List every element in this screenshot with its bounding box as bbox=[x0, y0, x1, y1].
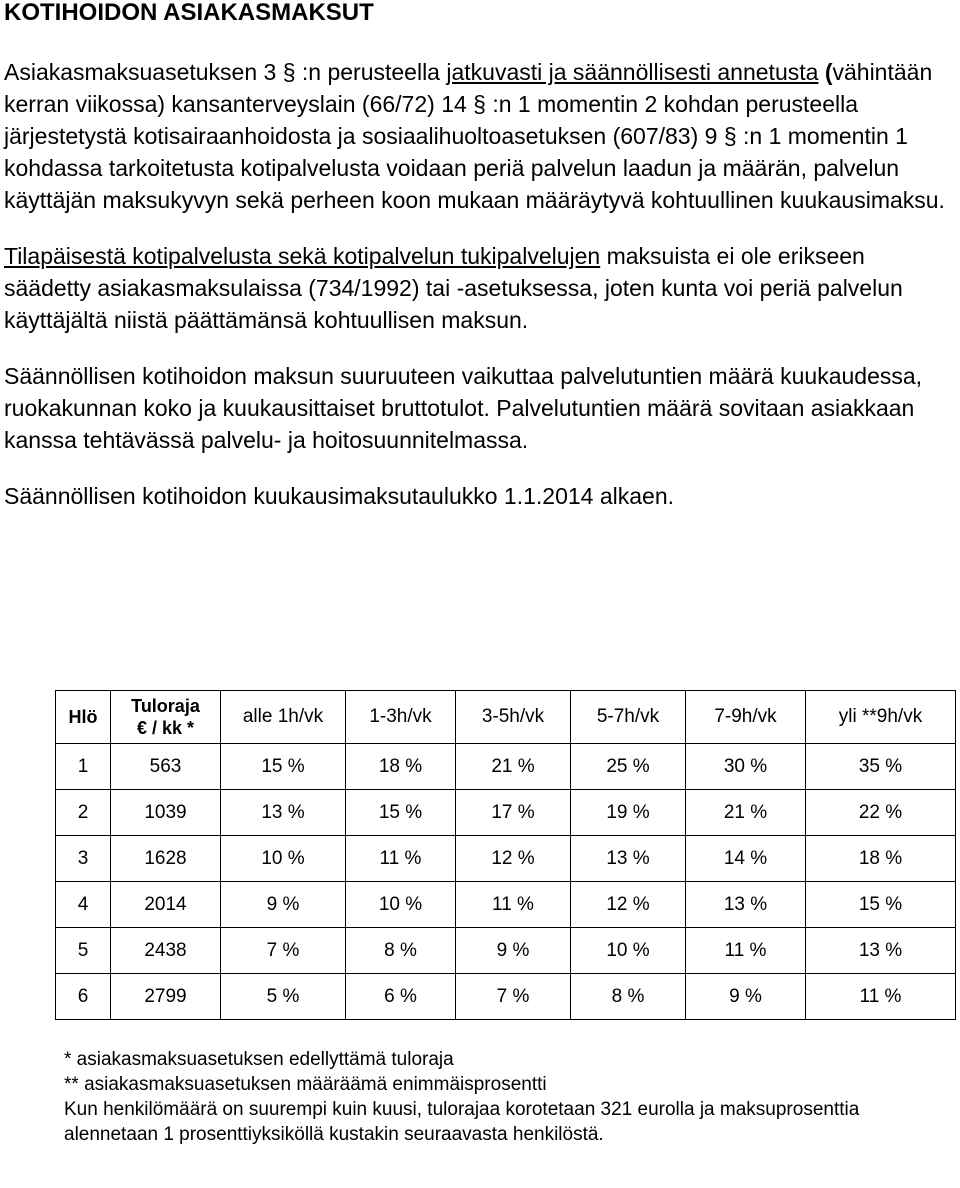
table-cell: 13 % bbox=[221, 790, 346, 836]
underlined-text: jatkuvasti ja säännöllisesti annetusta bbox=[446, 59, 819, 85]
table-cell: 11 % bbox=[346, 836, 456, 882]
footnote-more-persons: Kun henkilömäärä on suurempi kuin kuusi, tulorajaa korotetaan 321 eurolla ja maksuprosenttia alennetaan 1 prosenttiyksiköllä kustakin seuraavasta henkilöstä. bbox=[64, 1099, 860, 1145]
table-cell: 9 % bbox=[456, 928, 571, 974]
table-cell: 7 % bbox=[456, 974, 571, 1020]
table-cell: 2 bbox=[56, 790, 111, 836]
table-cell: 2799 bbox=[111, 974, 221, 1020]
table-cell: 3 bbox=[56, 836, 111, 882]
header-persons: Hlö bbox=[56, 691, 111, 744]
table-cell: 563 bbox=[111, 744, 221, 790]
table-cell: 6 bbox=[56, 974, 111, 1020]
table-cell: 14 % bbox=[686, 836, 806, 882]
underlined-text: Tilapäisestä kotipalvelusta sekä kotipalvelun tukipalvelujen bbox=[4, 243, 601, 269]
table-cell: 12 % bbox=[571, 882, 686, 928]
footnote-income-limit: * asiakasmaksuasetuksen edellyttämä tuloraja bbox=[64, 1049, 454, 1070]
table-cell: 15 % bbox=[346, 790, 456, 836]
header-col-6: yli **9h/vk bbox=[806, 691, 956, 744]
table-cell: 11 % bbox=[686, 928, 806, 974]
table-cell: 1 bbox=[56, 744, 111, 790]
table-cell: 9 % bbox=[221, 882, 346, 928]
table-cell: 13 % bbox=[806, 928, 956, 974]
table-cell: 10 % bbox=[346, 882, 456, 928]
table-cell: 25 % bbox=[571, 744, 686, 790]
header-col-3: 3-5h/vk bbox=[456, 691, 571, 744]
table-cell: 2438 bbox=[111, 928, 221, 974]
table-cell: 21 % bbox=[686, 790, 806, 836]
table-cell: 9 % bbox=[686, 974, 806, 1020]
table-row bbox=[56, 744, 956, 790]
table-cell: 7 % bbox=[221, 928, 346, 974]
table-cell: 13 % bbox=[686, 882, 806, 928]
table-cell: 5 bbox=[56, 928, 111, 974]
table-row bbox=[56, 974, 956, 1020]
table-heading: Säännöllisen kotihoidon kuukausimaksutaulukko 1.1.2014 alkaen. bbox=[4, 483, 675, 509]
paragraph-text: vähintään kerran viikossa) kansanterveyslain (66/72) 14 § :n 1 momentin 2 kohdan perusteella järjestetystä kotisairaanhoidosta ja sosiaalihuoltoasetuksen (607/83) 9 § :n 1 momentin 1 kohdassa tarkoitetusta kotipalvelusta voidaan periä palvelun laadun ja määrän, palvelun käyttäjän maksukyvyn sekä perheen koon mukaan määräytyvä kohtuullinen kuukausimaksu. bbox=[4, 59, 945, 213]
header-income-limit bbox=[111, 691, 221, 744]
fee-table bbox=[55, 690, 956, 1020]
paragraph-temporary-services bbox=[4, 240, 956, 336]
table-cell: 15 % bbox=[221, 744, 346, 790]
table-cell: 11 % bbox=[806, 974, 956, 1020]
table-cell: 10 % bbox=[221, 836, 346, 882]
header-col-1: alle 1h/vk bbox=[221, 691, 346, 744]
table-cell: 35 % bbox=[806, 744, 956, 790]
table-cell: 4 bbox=[56, 882, 111, 928]
table-header-row bbox=[56, 691, 956, 744]
table-cell: 2014 bbox=[111, 882, 221, 928]
table-cell: 13 % bbox=[571, 836, 686, 882]
document-title: KOTIHOIDON ASIAKASMAKSUT bbox=[4, 0, 374, 26]
paragraph-legal-basis bbox=[4, 56, 956, 216]
document-page bbox=[4, 0, 956, 512]
header-col-4: 5-7h/vk bbox=[571, 691, 686, 744]
table-cell: 22 % bbox=[806, 790, 956, 836]
table-cell: 6 % bbox=[346, 974, 456, 1020]
table-cell: 1628 bbox=[111, 836, 221, 882]
paragraph-fee-factors: Säännöllisen kotihoidon maksun suuruuteen vaikuttaa palvelutuntien määrä kuukaudessa, ruokakunnan koko ja kuukausittaiset bruttotulot. Palvelutuntien määrä sovitaan asiakkaan kanssa tehtävässä palvelu- ja hoitosuunnitelmassa. bbox=[4, 363, 923, 453]
table-row bbox=[56, 882, 956, 928]
table-cell: 8 % bbox=[346, 928, 456, 974]
table-cell: 15 % bbox=[806, 882, 956, 928]
footnote-max-percent: ** asiakasmaksuasetuksen määräämä enimmäisprosentti bbox=[64, 1074, 547, 1095]
table-cell: 17 % bbox=[456, 790, 571, 836]
table-cell: 30 % bbox=[686, 744, 806, 790]
table-row bbox=[56, 928, 956, 974]
table-row bbox=[56, 790, 956, 836]
table-cell: 5 % bbox=[221, 974, 346, 1020]
paragraph-text: Asiakasmaksuasetuksen 3 § :n perusteella bbox=[4, 59, 447, 85]
table-body bbox=[56, 744, 956, 1020]
table-cell: 18 % bbox=[346, 744, 456, 790]
bold-text: ( bbox=[824, 59, 833, 85]
header-col-2: 1-3h/vk bbox=[346, 691, 456, 744]
table-cell: 10 % bbox=[571, 928, 686, 974]
table-cell: 21 % bbox=[456, 744, 571, 790]
header-income-line2: € / kk * bbox=[136, 718, 195, 738]
header-col-5: 7-9h/vk bbox=[686, 691, 806, 744]
table-cell: 12 % bbox=[456, 836, 571, 882]
paragraph-text: maksuista ei ole erikseen säädetty asiakasmaksulaissa (734/1992) tai -asetuksessa, joten kunta voi periä palvelun käyttäjältä niistä päättämänsä kohtuullisen maksun. bbox=[4, 243, 903, 333]
footnotes bbox=[64, 1047, 954, 1147]
table-cell: 19 % bbox=[571, 790, 686, 836]
table-cell: 8 % bbox=[571, 974, 686, 1020]
table-cell: 18 % bbox=[806, 836, 956, 882]
table-cell: 11 % bbox=[456, 882, 571, 928]
table-row bbox=[56, 836, 956, 882]
table-cell: 1039 bbox=[111, 790, 221, 836]
header-income-line1: Tuloraja bbox=[131, 696, 200, 716]
